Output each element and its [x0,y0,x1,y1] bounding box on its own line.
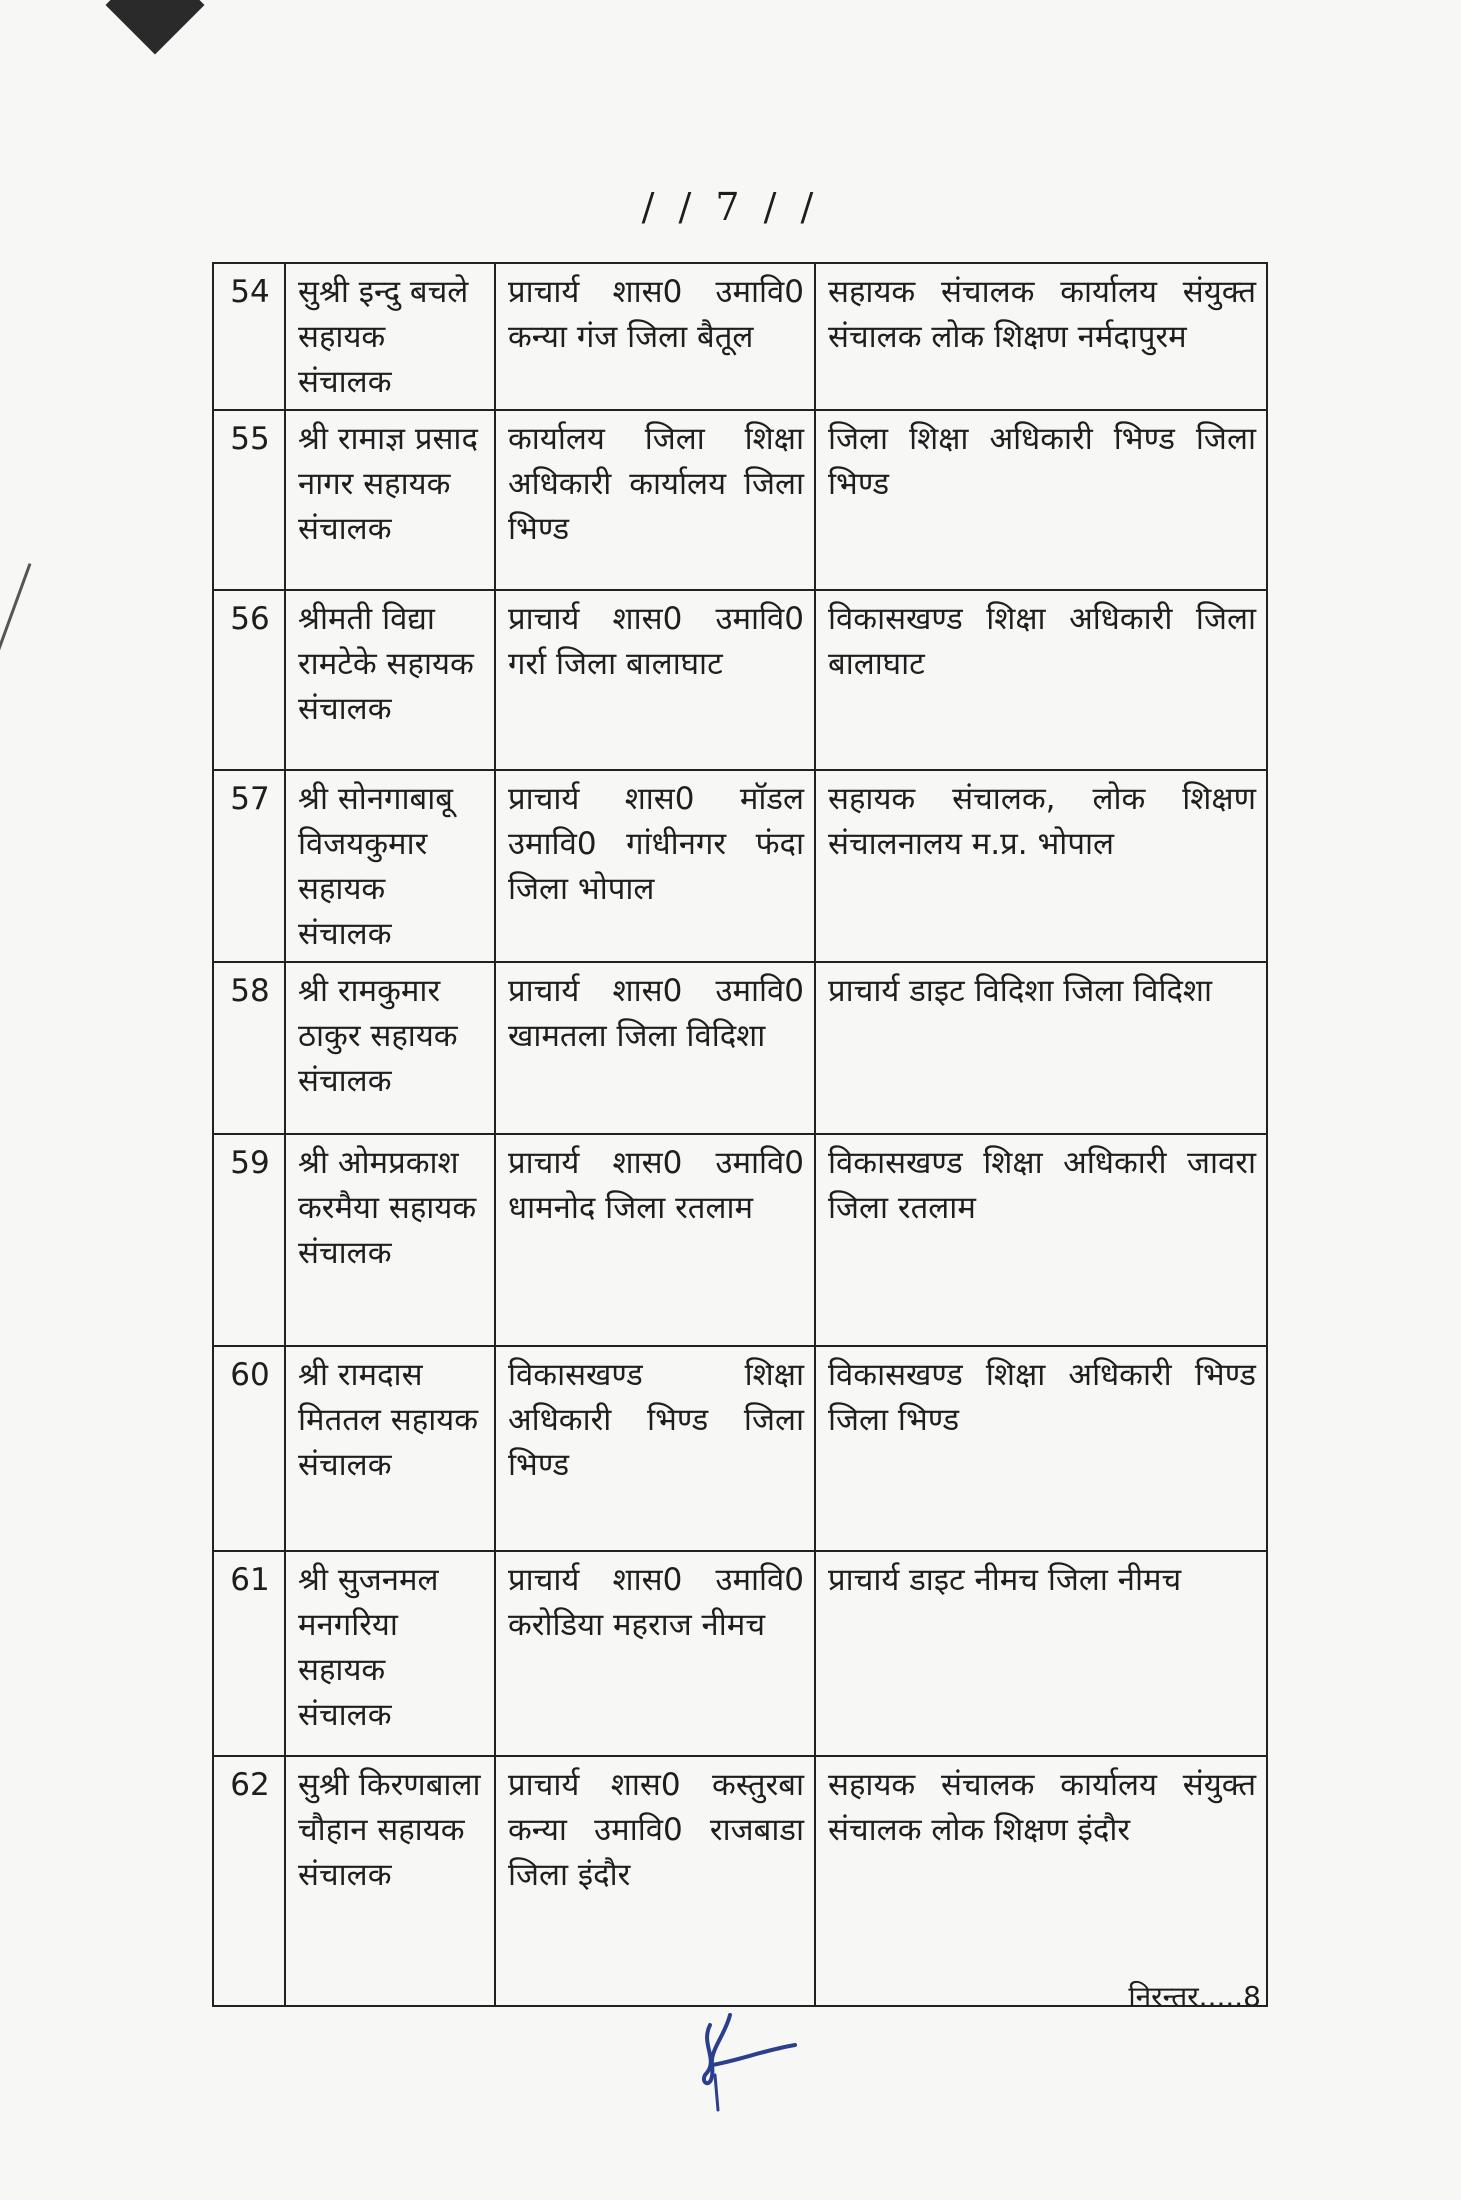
officer-name: श्री सोनगाबाबू विजयकुमार सहायक संचालक [285,770,495,962]
current-posting: कार्यालय जिला शिक्षा अधिकारी कार्यालय जिला भिण्ड [495,410,815,590]
officer-name: श्री ओमप्रकाश करमैया सहायक संचालक [285,1134,495,1346]
officer-name: श्रीमती विद्या रामटेके सहायक संचालक [285,590,495,770]
officer-name: सुश्री किरणबाला चौहान सहायक संचालक [285,1756,495,2006]
page-number: / / 7 / / [641,185,820,229]
table-row [213,770,1267,962]
table-row [213,410,1267,590]
current-posting: प्राचार्य शास0 मॉडल उमावि0 गांधीनगर फंदा जिला भोपाल [495,770,815,962]
signature-mark [680,2005,800,2115]
new-posting: विकासखण्ड शिक्षा अधिकारी जिला बालाघाट [815,590,1267,770]
table-row [213,962,1267,1134]
new-posting: जिला शिक्षा अधिकारी भिण्ड जिला भिण्ड [815,410,1267,590]
current-posting: प्राचार्य शास0 उमावि0 गर्रा जिला बालाघाट [495,590,815,770]
current-posting: प्राचार्य शास0 कस्तुरबा कन्या उमावि0 राजबाडा जिला इंदौर [495,1756,815,2006]
current-posting: प्राचार्य शास0 उमावि0 धामनोद जिला रतलाम [495,1134,815,1346]
serial-number: 56 [213,590,285,770]
new-posting: प्राचार्य डाइट नीमच जिला नीमच [815,1551,1267,1756]
table-row [213,1346,1267,1551]
corner-mark [106,0,205,54]
officer-name: श्री रामाज्ञ प्रसाद नागर सहायक संचालक [285,410,495,590]
new-posting: सहायक संचालक कार्यालय संयुक्त संचालक लोक शिक्षण इंदौर [815,1756,1267,2006]
new-posting: विकासखण्ड शिक्षा अधिकारी भिण्ड जिला भिण्ड [815,1346,1267,1551]
table-row [213,263,1267,410]
serial-number: 54 [213,263,285,410]
current-posting: प्राचार्य शास0 उमावि0 कन्या गंज जिला बैतूल [495,263,815,410]
serial-number: 59 [213,1134,285,1346]
serial-number: 58 [213,962,285,1134]
table-row [213,1756,1267,2006]
new-posting: सहायक संचालक कार्यालय संयुक्त संचालक लोक शिक्षण नर्मदापुरम [815,263,1267,410]
edge-mark [0,563,31,677]
continued-note: निरन्तर.....8 [1128,1980,1261,2013]
officer-name: सुश्री इन्दु बचले सहायक संचालक [285,263,495,410]
transfer-table [212,262,1268,2007]
officer-name: श्री रामकुमार ठाकुर सहायक संचालक [285,962,495,1134]
current-posting: प्राचार्य शास0 उमावि0 करोडिया महराज नीमच [495,1551,815,1756]
serial-number: 57 [213,770,285,962]
new-posting: प्राचार्य डाइट विदिशा जिला विदिशा [815,962,1267,1134]
serial-number: 62 [213,1756,285,2006]
current-posting: विकासखण्ड शिक्षा अधिकारी भिण्ड जिला भिण्ड [495,1346,815,1551]
officer-name: श्री सुजनमल मनगरिया सहायक संचालक [285,1551,495,1756]
serial-number: 60 [213,1346,285,1551]
table-row [213,590,1267,770]
current-posting: प्राचार्य शास0 उमावि0 खामतला जिला विदिशा [495,962,815,1134]
new-posting: सहायक संचालक, लोक शिक्षण संचालनालय म.प्र. भोपाल [815,770,1267,962]
officer-name: श्री रामदास मिततल सहायक संचालक [285,1346,495,1551]
new-posting: विकासखण्ड शिक्षा अधिकारी जावरा जिला रतलाम [815,1134,1267,1346]
table-row [213,1551,1267,1756]
serial-number: 55 [213,410,285,590]
serial-number: 61 [213,1551,285,1756]
table-row [213,1134,1267,1346]
